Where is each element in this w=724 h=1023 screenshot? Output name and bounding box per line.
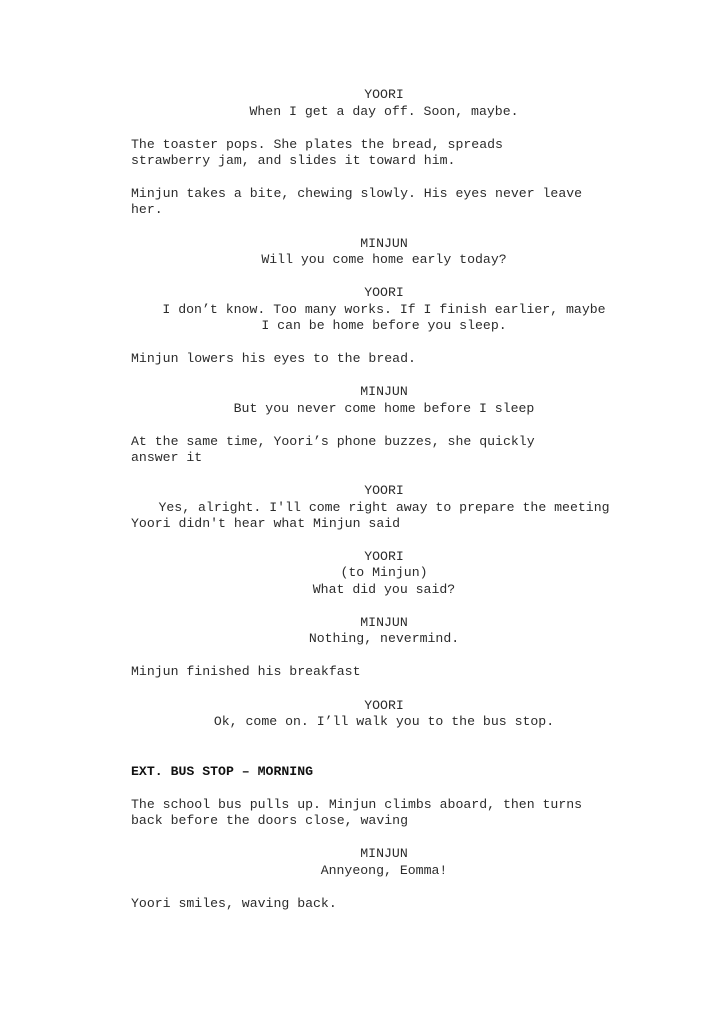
character-name: YOORI: [364, 285, 404, 300]
action-line: strawberry jam, and slides it toward him.: [131, 153, 456, 168]
dialogue-line: When I get a day off. Soon, maybe.: [249, 104, 519, 119]
scene-heading: EXT. BUS STOP – MORNING: [131, 764, 314, 779]
dialogue-line: But you never come home before I sleep: [233, 401, 535, 416]
character-name: YOORI: [364, 698, 404, 713]
dialogue-line: I don’t know. Too many works. If I finish earlier, maybe: [162, 302, 606, 317]
character-name: YOORI: [364, 483, 404, 498]
action-line: Yoori smiles, waving back.: [131, 896, 337, 911]
action-line: The school bus pulls up. Minjun climbs aboard, then turns: [131, 797, 583, 812]
dialogue-line: Will you come home early today?: [261, 252, 507, 267]
dialogue-line: Yes, alright. I'll come right away to prepare the meeting: [158, 500, 610, 515]
action-line: back before the doors close, waving: [131, 813, 408, 828]
action-line: Minjun lowers his eyes to the bread.: [131, 351, 416, 366]
dialogue-line: I can be home before you sleep.: [261, 318, 507, 333]
character-name: MINJUN: [360, 236, 408, 251]
character-name: MINJUN: [360, 615, 408, 630]
dialogue-line: Annyeong, Eomma!: [320, 863, 448, 878]
action-line: Minjun finished his breakfast: [131, 664, 361, 679]
character-name: MINJUN: [360, 384, 408, 399]
action-line: At the same time, Yoori’s phone buzzes, she quickly: [131, 434, 535, 449]
dialogue-line: Ok, come on. I’ll walk you to the bus stop.: [213, 714, 555, 729]
dialogue-line: Nothing, nevermind.: [308, 631, 460, 646]
dialogue-line: What did you said?: [312, 582, 456, 597]
character-name: MINJUN: [360, 846, 408, 861]
parenthetical: (to Minjun): [340, 565, 428, 580]
action-line: her.: [131, 202, 163, 217]
action-line: The toaster pops. She plates the bread, spreads: [131, 137, 503, 152]
character-name: YOORI: [364, 549, 404, 564]
action-line: answer it: [131, 450, 203, 465]
character-name: YOORI: [364, 87, 404, 102]
action-line: Minjun takes a bite, chewing slowly. His eyes never leave: [131, 186, 583, 201]
action-line: Yoori didn't hear what Minjun said: [131, 516, 401, 531]
